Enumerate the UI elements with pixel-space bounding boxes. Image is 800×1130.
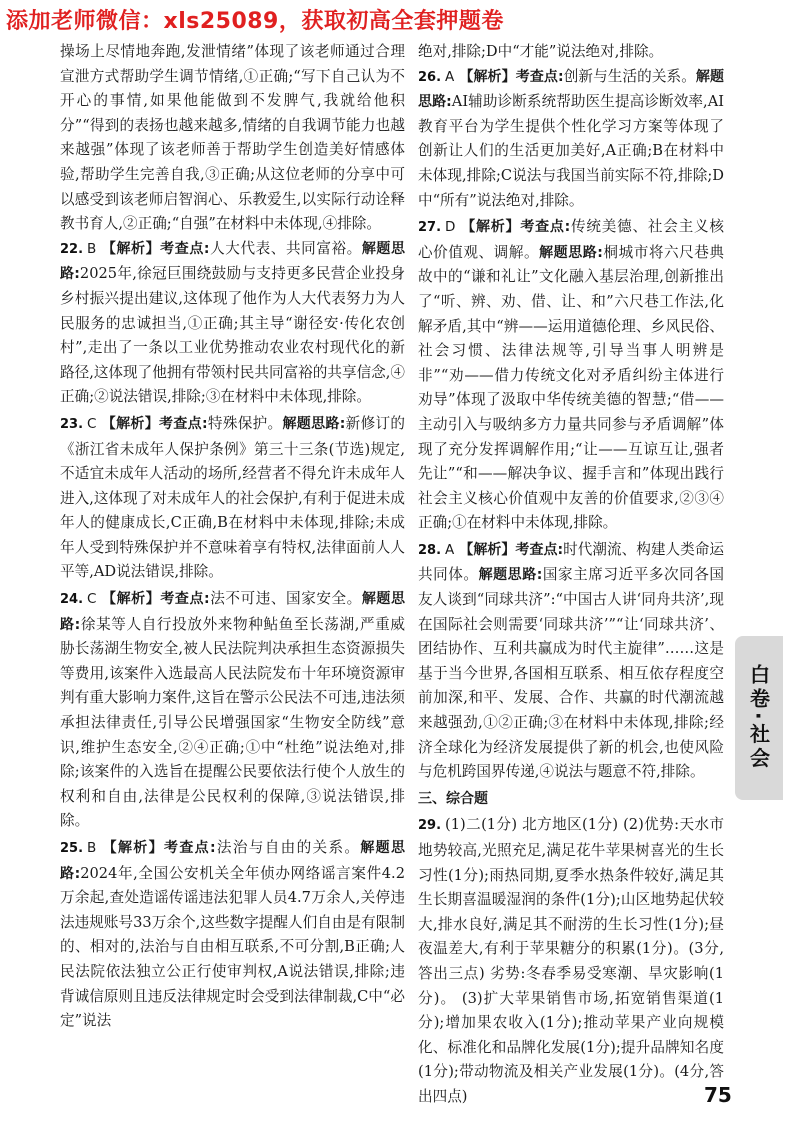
explanation: (1)二(1分) 北方地区(1分) (2)优势:天水市地势较高,光照充足,满足花牛苹果树喜光的生长习性(1分);雨热同期,夏季水热条件较好,满足其生长期喜温暖湿润的条件(1分);山区地势起伏较大,排水良好,满足其不耐涝的生长习性(1分);昼夜温差大,有利于苹果糖分的积累(1分)。(3分,答出三点) 劣势:冬春季易受寒潮、旱灾影响(1分)。 (3)扩大苹果销售市场,拓宽销售渠道(1分);增加果农收入(1分);推动苹果产业向规模化、标准化和品牌化发展(1分);提升品牌知名度(1分);带动物流及相关产业发展(1分)。(4分,答出四点): [418, 816, 724, 1105]
question-26: [418, 65, 724, 214]
analysis-tag: 【解析】考查点:: [459, 541, 564, 558]
left-column: [60, 40, 405, 1036]
topic: 法治与自由的关系。: [215, 839, 361, 856]
question-number: 29.: [418, 818, 442, 834]
question-number: 26.: [418, 69, 442, 85]
continuation-text-right: 绝对,排除;D中“才能”说法绝对,排除。: [418, 43, 664, 60]
question-29: [418, 813, 724, 1109]
explanation: 2025年,徐冠巨围绕鼓励与支持更多民营企业投身乡村振兴提出建议,这体现了他作为人大代表努力为人民服务的忠诚担当,①正确;其主导“谢径安·传化农创村”,走出了一条以工业优势推动农业农村现代化的新路径,这体现了他拥有带领村民共同富裕的共享信念,④正确;②说法错误,排除;③在材料中未体现,排除。: [60, 265, 405, 406]
analysis-tag: 【解析】考查点:: [101, 415, 208, 432]
continuation-text-left: 操场上尽情地奔跑,发泄情绪”体现了该老师通过合理宣泄方式帮助学生调节情绪,①正确;“写下自己认为不开心的事情,如果他能做到不发脾气,我就给他积分”“得到的表扬也越来越多,情绪的自我调节能力也越来越强”体现了该老师善于帮助学生创造美好情感体验,帮助学生完善自我,③正确;从这位老师的分享中可以感受到该老师启智润心、乐教爱生,以实际行动诠释教书育人,②正确;“自强”在材料中未体现,④排除。: [60, 43, 405, 233]
question-28: [418, 538, 724, 785]
section-title: 三、综合题: [418, 790, 488, 807]
explanation: 徐某等人自行投放外来物种鲇鱼至长荡湖,严重威胁长荡湖生物安全,被人民法院判决承担生态资源损失等费用,该案件入选最高人民法院发布十年环境资源审判有重大影响力案件,这旨在警示公民法不可违,违法须承担法律责任,引导公民增强国家“生物安全防线”意识,维护生态安全,②④正确;①中“杜绝”说法绝对,排除;该案件的入选旨在提醒公民要依法行使个人放生的权利和自由,法律是公民权利的保障,③说法错误,排除。: [60, 615, 405, 830]
topic: 时代潮流、构建人类命运共同体。: [418, 540, 724, 584]
analysis-tag: 【解析】考查点:: [459, 68, 564, 85]
thought-label: 解题思路:: [60, 591, 405, 633]
analysis-tag: 【解析】考查点:: [101, 591, 210, 608]
side-tab-label: 白卷·社会: [746, 664, 771, 772]
thought-label: 解题思路:: [539, 244, 603, 261]
section-side-tab: [735, 636, 783, 800]
topic: 创新与生活的关系。: [563, 67, 696, 85]
thought-label: 解题思路:: [282, 415, 346, 432]
answer-letter: C: [87, 415, 97, 432]
question-number: 25.: [60, 841, 84, 856]
topic: 传统美德、社会主义核心价值观、调解。: [418, 218, 724, 261]
topic: 特殊保护。: [207, 414, 283, 432]
question-22: [60, 237, 405, 410]
explanation: 国家主席习近平多次同各国友人谈到“同球共济”:“中国古人讲‘同舟共济’,现在国际社会则需要‘同球共济’”“让‘同球共济’、团结协作、互利共赢成为时代主旋律”……这是基于当今世界,各国相互联系、相互依存程度空前加深,和平、发展、合作、共赢的时代潮流越来越强劲,①②正确;③在材料中未体现,排除;经济全球化为经济发展提供了新的机会,也使风险与危机跨国界传递,④说法与题意不符,排除。: [418, 566, 724, 781]
question-number: 28.: [418, 542, 442, 558]
question-25: [60, 836, 405, 1034]
topic: 法不可违、国家安全。: [209, 590, 362, 608]
banner-text: 添加老师微信：xls25089，获取初高全套押题卷: [6, 9, 504, 34]
question-number: 24.: [60, 592, 84, 608]
explanation: 新修订的《浙江省未成年人保护条例》第三十三条(节选)规定,不适宜未成年人活动的场所,经营者不得允许未成年人进入,这体现了对未成年人的社会保护,有利于促进未成年人的健康成长,C正确,B在材料中未体现,排除;未成年人受到特殊保护并不意味着享有特权,法律面前人人平等,AD说法错误,排除。: [60, 414, 405, 581]
explanation: 2024年,全国公安机关全年侦办网络谣言案件4.2万余起,查处造谣传谣违法犯罪人员4.7万余人,关停违法违规账号33万余个,这些数字提醒人们自由是有限制的、相对的,法治与自由相互联系,不可分割,B正确;人民法院依法独立公正行使审判权,A说法错误,排除;违背诚信原则且违反法律规定时会受到法律制裁,C中“必定”说法: [60, 864, 405, 1030]
answer-letter: D: [445, 219, 456, 236]
page-number: 75: [704, 1083, 732, 1107]
right-column: [418, 40, 724, 1112]
question-23: [60, 412, 405, 585]
question-number: 23.: [60, 416, 84, 432]
answer-letter: B: [87, 240, 97, 257]
answer-letter: B: [87, 840, 97, 856]
thought-label: 解题思路:: [60, 240, 405, 283]
question-number: 27.: [418, 220, 442, 236]
answer-letter: C: [87, 591, 97, 608]
answer-letter: A: [445, 68, 455, 85]
question-number: 22.: [60, 241, 84, 257]
explanation: 桐城市将六尺巷典故中的“谦和礼让”文化融入基层治理,创新推出了“听、辨、劝、借、让、和”六尺巷工作法,化解矛盾,其中“辨——运用道德伦理、乡风民俗、社会习惯、法律法规等,引导当事人明辨是非”“劝——借力传统文化对矛盾纠纷主体进行劝导”体现了汲取中华传统美德的智慧;“借——主动引入与吸纳多方力量共同参与矛盾调解”体现了充分发挥调解作用;“让——互谅互让,强者先让”“和——解决争议、握手言和”体现出践行社会主义核心价值观中友善的价值要求,②③④正确;①在材料中未体现,排除。: [418, 243, 724, 532]
question-27: [418, 215, 724, 536]
thought-label: 解题思路:: [60, 840, 405, 882]
question-24: [60, 587, 405, 834]
thought-label: 解题思路:: [478, 567, 543, 584]
promo-banner: [0, 0, 800, 36]
explanation: AI辅助诊断系统帮助医生提高诊断效率,AI教育平台为学生提供个性化学习方案等体现了创新让人们的生活更加美好,A正确;B在材料中未体现,排除;C说法与我国当前实际不符,排除;D中“所有”说法绝对,排除。: [418, 93, 724, 209]
answer-letter: A: [445, 541, 455, 558]
thought-label: 解题思路:: [418, 68, 724, 111]
analysis-tag: 【解析】考查点:: [101, 840, 216, 856]
topic: 人大代表、共同富裕。: [209, 239, 362, 257]
analysis-tag: 【解析】考查点:: [101, 240, 210, 257]
analysis-tag: 【解析】考查点:: [460, 219, 571, 236]
